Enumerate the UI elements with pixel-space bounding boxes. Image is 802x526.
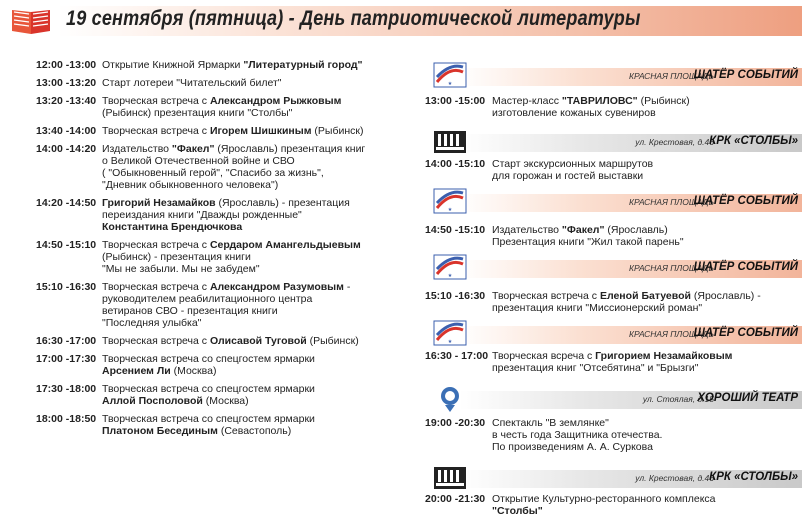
event-time: 19:00 -20:30 (425, 417, 486, 429)
emphasis-text: Олисавой Туговой (209, 335, 307, 347)
event-time: 12:00 -13:00 (36, 59, 97, 71)
venue-band (425, 318, 802, 348)
stolby-logo-icon (431, 462, 469, 492)
venue-event (425, 158, 802, 182)
description-text: Старт лотереи "Читательский билет" (102, 77, 282, 89)
description-text: Открытие Культурно-ресторанного комплекса (492, 493, 716, 505)
emphasis-text: Арсением Ли (102, 365, 171, 377)
emphasis-text: Константина Брендючкова (102, 221, 243, 233)
schedule-row (36, 239, 416, 275)
event-time: 16:30 - 17:00 (425, 350, 489, 362)
event-time: 14:20 -14:50 (36, 197, 97, 209)
svg-text:★: ★ (447, 339, 453, 345)
schedule-row (36, 125, 416, 137)
stolby-logo-icon (431, 126, 469, 156)
schedule-row (36, 143, 416, 191)
schedule-row (36, 353, 416, 377)
svg-text:★: ★ (447, 273, 453, 279)
event-description (102, 383, 416, 407)
schedule-row (36, 383, 416, 407)
venue-location: ул. Стоялая, д.15 (642, 394, 714, 404)
venue-location: ул. Крестовая, д.46 (635, 473, 714, 483)
schedule-row (36, 77, 416, 89)
description-text: Творческая всреча с (492, 350, 596, 362)
venue-band (425, 462, 802, 492)
event-description (492, 350, 802, 374)
venue-location: КРАСНАЯ ПЛОЩАДЬ (628, 329, 714, 339)
event-description (492, 95, 802, 119)
description-text: Творческая встреча со спецгостем ярмарки (102, 413, 315, 425)
venue-name: ШАТЁР СОБЫТИЙ (693, 195, 798, 207)
event-time: 13:00 -15:00 (425, 95, 486, 107)
description-text: (Рыбинск) (311, 125, 364, 137)
event-description (102, 335, 416, 347)
emphasis-text: Игорем Шишкиным (209, 125, 312, 137)
left-schedule (36, 59, 416, 443)
description-text: Творческая встреча со спецгостем ярмарки (102, 353, 315, 365)
event-description (492, 158, 802, 182)
event-time: 15:10 -16:30 (425, 290, 486, 302)
event-time: 13:00 -13:20 (36, 77, 97, 89)
theatre-logo-icon (431, 383, 469, 413)
venue-location: КРАСНАЯ ПЛОЩАДЬ (628, 71, 714, 81)
event-description (102, 77, 416, 89)
venue-name: ХОРОШИЙ ТЕАТР (697, 392, 798, 404)
venue-location: ул. Крестовая, д.46 (635, 137, 714, 147)
description-text: (Рыбинск) изготовление кожаных сувениров (492, 95, 690, 119)
venue-event (425, 417, 802, 453)
event-time: 13:20 -13:40 (36, 95, 97, 107)
description-text: (Москва) (170, 365, 217, 377)
emphasis-text: Григорием Незамайковым (595, 350, 733, 362)
description-text: Старт экскурсионных маршрутов для горожан и гостей выставки (492, 158, 654, 182)
event-description (492, 417, 802, 453)
emphasis-text: Еленой Батуевой (599, 290, 691, 302)
rybinsk-book-logo-icon (431, 60, 469, 90)
description-text: Творческая встреча с (102, 125, 210, 137)
event-description (102, 281, 416, 329)
event-time: 17:30 -18:00 (36, 383, 97, 395)
schedule-row (36, 197, 416, 233)
emphasis-text: Платоном Бесединым (102, 425, 218, 437)
emphasis-text: "Столбы" (492, 505, 543, 517)
description-text: - руководителем реабилитационного центра ветиранов СВО - презентация книги "Последняя улыбка" (102, 281, 351, 329)
venue-location: КРАСНАЯ ПЛОЩАДЬ (628, 263, 714, 273)
event-description (102, 59, 416, 71)
description-text: (Рыбинск) презентация книги "Столбы" (102, 107, 293, 119)
event-time: 15:10 -16:30 (36, 281, 97, 293)
description-text: (Ярославль) - презентация переиздания книги "Дважды рожденные" (102, 197, 350, 221)
event-description (492, 493, 802, 517)
emphasis-text: Александром Разумовым (209, 281, 344, 293)
venue-band (425, 383, 802, 413)
emphasis-text: "ТАВРИЛОВС" (561, 95, 638, 107)
open-book-icon (8, 6, 54, 36)
rybinsk-book-logo-icon (431, 186, 469, 216)
schedule-row (36, 281, 416, 329)
event-description (102, 239, 416, 275)
description-text: презентация книг "Отсебятина" и "Брызги" (492, 362, 699, 374)
event-description (102, 95, 416, 119)
venue-event (425, 224, 802, 248)
emphasis-text: Аллой Посполовой (102, 395, 203, 407)
event-time: 17:00 -17:30 (36, 353, 97, 365)
event-description (102, 143, 416, 191)
description-text: (Москва) (202, 395, 249, 407)
emphasis-text: Григорий Незамайков (102, 197, 216, 209)
event-time: 18:00 -18:50 (36, 413, 97, 425)
description-text: Творческая встреча с (102, 95, 210, 107)
venue-name: КРК «СТОЛБЫ» (709, 471, 798, 483)
event-description (102, 353, 416, 377)
description-text: (Севастополь) (217, 425, 292, 437)
event-time: 13:40 -14:00 (36, 125, 97, 137)
venue-band (425, 126, 802, 156)
description-text: (Рыбинск) - презентация книги "Мы не забыли. Мы не забудем" (102, 251, 260, 275)
emphasis-text: "Факел" (561, 224, 605, 236)
event-description (102, 197, 416, 233)
emphasis-text: "Литературный город" (243, 59, 363, 71)
venue-name: ШАТЁР СОБЫТИЙ (693, 69, 798, 81)
event-description (492, 224, 802, 248)
event-time: 14:50 -15:10 (36, 239, 97, 251)
venue-band (425, 252, 802, 282)
venue-event (425, 493, 802, 517)
venue-event (425, 290, 802, 314)
venue-name: ШАТЁР СОБЫТИЙ (693, 261, 798, 273)
description-text: Творческая встреча с (102, 239, 210, 251)
schedule-row (36, 335, 416, 347)
description-text: (Ярославль) Презентация книги "Жил такой парень" (492, 224, 684, 248)
description-text: Творческая встреча с (102, 335, 210, 347)
description-text: (Ярославль) - презентация книги "Миссионерский роман" (492, 290, 761, 314)
description-text: Издательство (492, 224, 562, 236)
emphasis-text: "Факел" (171, 143, 215, 155)
venue-event (425, 95, 802, 119)
emphasis-text: Александром Рыжковым (209, 95, 342, 107)
rybinsk-book-logo-icon (431, 252, 469, 282)
event-time: 14:50 -15:10 (425, 224, 486, 236)
page-title: 19 сентября (пятница) - День патриотической литературы (66, 7, 641, 30)
event-time: 14:00 -14:20 (36, 143, 97, 155)
venue-band (425, 186, 802, 216)
description-text: Мастер-класс (492, 95, 562, 107)
event-time: 14:00 -15:10 (425, 158, 486, 170)
schedule-row (36, 59, 416, 71)
description-text: Творческая встреча с (492, 290, 600, 302)
description-text: (Рыбинск) (306, 335, 359, 347)
venue-event (425, 350, 802, 374)
venue-location: КРАСНАЯ ПЛОЩАДЬ (628, 197, 714, 207)
description-text: Творческая встреча с (102, 281, 210, 293)
schedule-row (36, 95, 416, 119)
description-text: (Ярославль) презентация книг о Великой Отечественной войне и СВО ( "Обыкновенный герой", "Спасибо за жизнь", "Дневник обыкновенного человека") (102, 143, 366, 191)
svg-text:★: ★ (447, 207, 453, 213)
event-description (102, 413, 416, 437)
venue-name: КРК «СТОЛБЫ» (709, 135, 798, 147)
venue-band (425, 60, 802, 90)
event-time: 16:30 -17:00 (36, 335, 97, 347)
description-text: Творческая встреча со спецгостем ярмарки (102, 383, 315, 395)
svg-text:★: ★ (447, 81, 453, 87)
emphasis-text: Сердаром Амангельдыевым (209, 239, 361, 251)
event-description (102, 125, 416, 137)
schedule-row (36, 413, 416, 437)
description-text: Открытие Книжной Ярмарки (102, 59, 244, 71)
description-text: Издательство (102, 143, 172, 155)
description-text: Спектакль "В землянке" в честь года Защитника отечества. По произведениям А. А. Суркова (492, 417, 663, 453)
page-header (0, 0, 802, 40)
event-time: 20:00 -21:30 (425, 493, 486, 505)
event-description (492, 290, 802, 314)
venue-name: ШАТЁР СОБЫТИЙ (693, 327, 798, 339)
rybinsk-book-logo-icon (431, 318, 469, 348)
